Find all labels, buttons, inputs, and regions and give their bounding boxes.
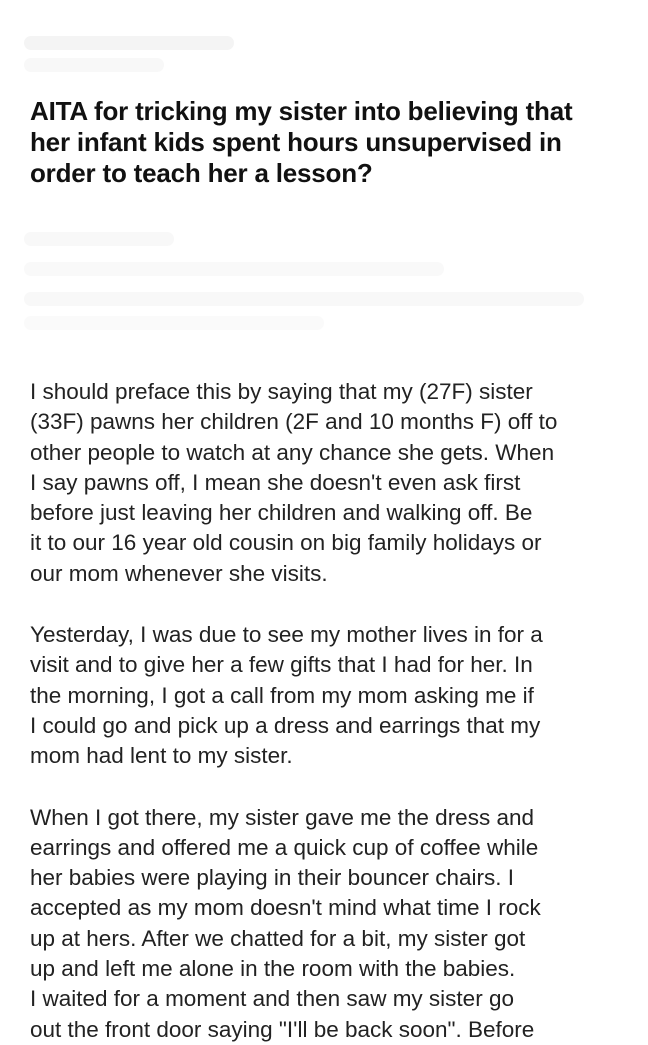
post-body-line: up and left me alone in the room with the babies. — [30, 956, 516, 982]
blurred-header-area — [24, 36, 234, 50]
post-body-line: I say pawns off, I mean she doesn't even ask first — [30, 469, 521, 495]
post-title — [30, 96, 630, 189]
blurred-meta-area — [24, 292, 584, 306]
post-body-line: accepted as my mom doesn't mind what time I rock — [30, 895, 541, 921]
post-body-line: Yesterday, I was due to see my mother lives in for a — [30, 622, 543, 648]
blurred-subheader-area — [24, 58, 164, 72]
post-paragraph — [30, 620, 630, 771]
post-body-line: I should preface this by saying that my (27F) sister — [30, 379, 533, 404]
post-body-line: up at hers. After we chatted for a bit, my sister got — [30, 925, 526, 951]
post-body-line: our mom whenever she visits. — [30, 560, 328, 586]
post-title-line: order to teach her a lesson? — [30, 158, 373, 188]
post-title-line: AITA for tricking my sister into believing that — [30, 96, 573, 126]
post-body-line: other people to watch at any chance she gets. When — [30, 439, 555, 465]
post-body-line: When I got there, my sister gave me the dress and — [30, 804, 534, 830]
post-body-line: the morning, I got a call from my mom asking me if — [30, 682, 534, 708]
post-paragraph — [30, 803, 630, 1045]
post-body-line: I could go and pick up a dress and earrings that my — [30, 712, 541, 738]
blurred-meta-area — [24, 316, 324, 330]
post-body-line: it to our 16 year old cousin on big family holidays or — [30, 530, 542, 556]
post-body-line: earrings and offered me a quick cup of coffee while — [30, 834, 539, 860]
post-body-line: before just leaving her children and walking off. Be — [30, 500, 533, 526]
post-title-line: her infant kids spent hours unsupervised in — [30, 127, 562, 157]
post-body-line: her babies were playing in their bouncer chairs. I — [30, 865, 515, 891]
blurred-meta-area — [24, 262, 444, 276]
post-body-line: mom had lent to my sister. — [30, 743, 293, 769]
post-body-line: out the front door saying "I'll be back soon". Before — [30, 1016, 535, 1042]
blurred-meta-area — [24, 232, 174, 246]
post-body-line: (33F) pawns her children (2F and 10 months F) off to — [30, 409, 558, 435]
post-paragraph — [30, 377, 630, 589]
post-body-line: I waited for a moment and then saw my sister go — [30, 986, 514, 1012]
post-body-line: visit and to give her a few gifts that I had for her. In — [30, 652, 533, 678]
post-body — [30, 377, 630, 1045]
